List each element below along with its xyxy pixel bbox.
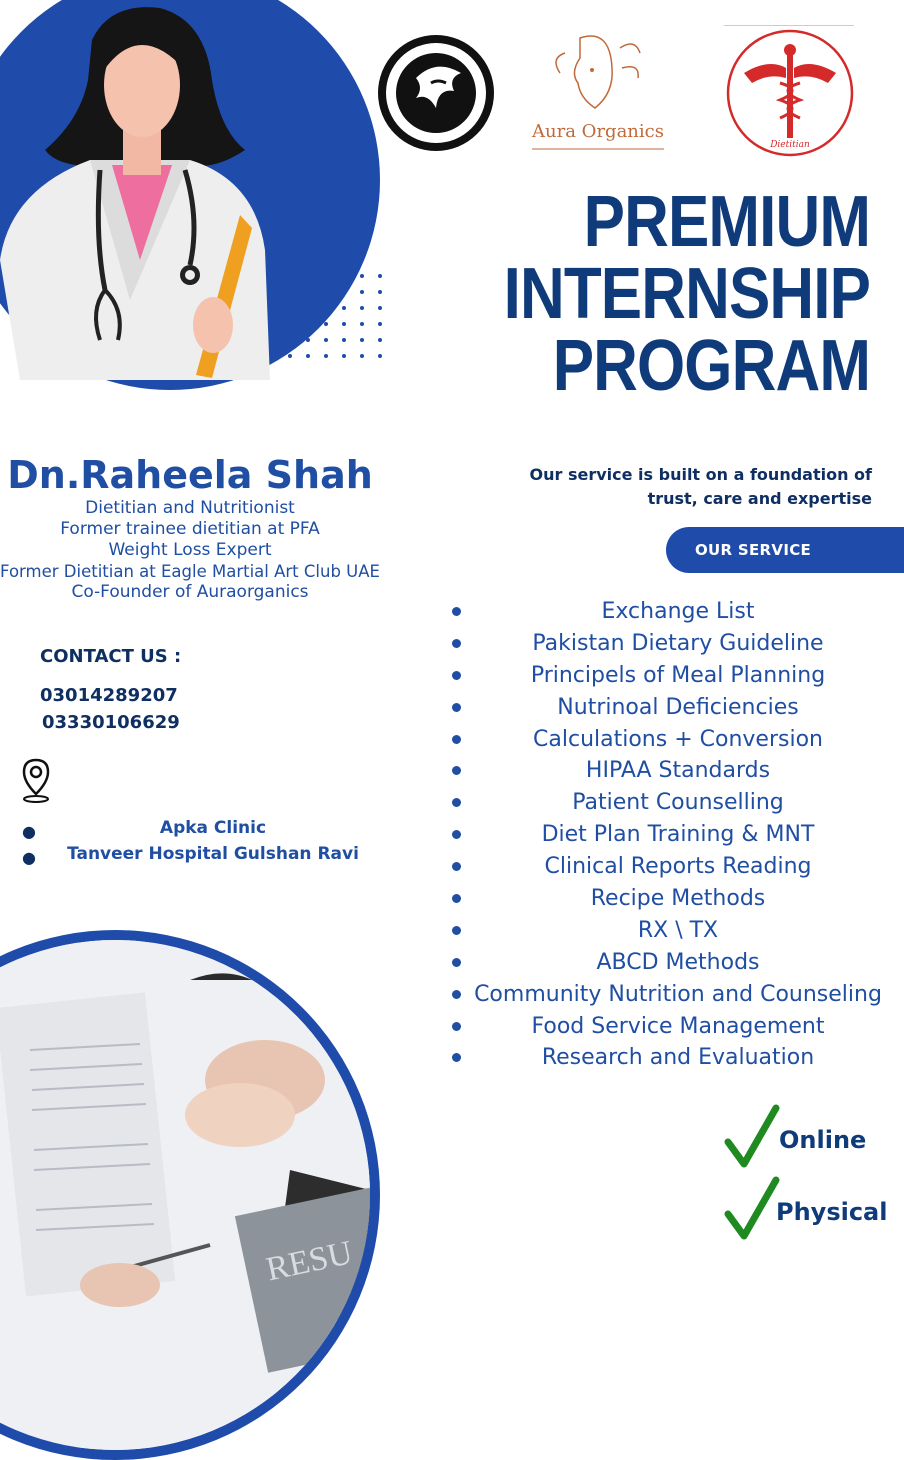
bullet-icon: ●: [22, 822, 36, 841]
divider: [724, 25, 854, 26]
service-item: [450, 1012, 904, 1044]
doctor-profile: [0, 452, 380, 603]
service-item: [450, 693, 904, 725]
svg-text:RESU: RESU: [262, 1234, 356, 1289]
service-item: [450, 852, 904, 884]
service-label: Nutrinoal Deficiencies: [557, 694, 799, 720]
mode-online: Online: [779, 1126, 867, 1154]
our-service-button[interactable]: [666, 527, 904, 573]
location-list: [18, 818, 378, 870]
service-item: [450, 948, 904, 980]
contact-heading: CONTACT US :: [40, 646, 182, 667]
tagline-line: trust, care and expertise: [647, 489, 872, 508]
credential: Weight Loss Expert: [108, 540, 272, 560]
location-pin-icon: [20, 756, 52, 804]
credential: Former Dietitian at Eagle Martial Art Club UAE: [0, 562, 380, 581]
checkmark-icon: [724, 1176, 780, 1240]
doctor-name: Dn.Raheela Shah: [7, 453, 373, 497]
location-label: Tanveer Hospital Gulshan Ravi: [67, 844, 359, 864]
service-label: RX \ TX: [637, 917, 719, 943]
bullet-icon: ●: [22, 848, 36, 867]
eagle-martial-arts-logo: [376, 33, 496, 153]
credential: Dietitian and Nutritionist: [85, 498, 295, 518]
phone-number[interactable]: 03014289207: [40, 685, 178, 706]
service-label: Diet Plan Training & MNT: [541, 822, 815, 848]
program-title: [503, 182, 870, 406]
title-line-1: PREMIUM: [583, 182, 870, 262]
location-item: [18, 818, 378, 844]
service-label: Pakistan Dietary Guideline: [532, 630, 824, 656]
service-label: Recipe Methods: [590, 886, 766, 912]
our-service-label: OUR SERVICE: [695, 541, 812, 559]
service-item: [450, 1043, 904, 1075]
service-item: [450, 597, 904, 629]
service-label: Research and Evaluation: [541, 1045, 815, 1071]
service-label: ABCD Methods: [596, 949, 760, 975]
credential: Former trainee dietitian at PFA: [60, 519, 320, 539]
service-item: [450, 756, 904, 788]
service-label: Food Service Management: [531, 1013, 825, 1039]
mode-physical: Physical: [776, 1198, 888, 1226]
tagline-line: Our service is built on a foundation of: [529, 465, 872, 484]
service-item: [450, 629, 904, 661]
phone-number[interactable]: 03330106629: [42, 712, 180, 733]
credential: Co-Founder of Auraorganics: [71, 582, 309, 602]
service-label: Exchange List: [601, 599, 755, 624]
aura-tagline-line: [532, 148, 664, 150]
tagline: [530, 463, 873, 511]
service-item: [450, 661, 904, 693]
service-item: [450, 884, 904, 916]
location-item: [18, 844, 378, 870]
doctor-illustration: [0, 0, 300, 380]
service-label: Patient Counselling: [572, 790, 784, 816]
service-item: [450, 916, 904, 948]
service-item: [450, 788, 904, 820]
checkmark-icon: [724, 1104, 780, 1168]
service-list: [450, 597, 904, 1075]
title-line-2: INTERNSHIP: [503, 254, 870, 334]
dietitian-caduceus-logo: [724, 28, 856, 158]
service-label: Principels of Meal Planning: [530, 662, 826, 688]
consultation-photo: [0, 940, 370, 1450]
location-label: Apka Clinic: [159, 818, 267, 838]
title-line-3: PROGRAM: [552, 326, 870, 406]
service-label: Community Nutrition and Counseling: [474, 981, 882, 1007]
consultation-photo-frame: [0, 930, 380, 1460]
dietitian-caption: Dietitian: [770, 140, 810, 150]
service-item: [450, 725, 904, 757]
aura-organics-name: Aura Organics: [532, 121, 664, 142]
aura-organics-face-icon: [540, 28, 650, 116]
service-label: Calculations + Conversion: [533, 726, 823, 752]
service-item: [450, 820, 904, 852]
service-label: Clinical Reports Reading: [544, 854, 812, 880]
service-label: HIPAA Standards: [585, 758, 771, 784]
service-item: [450, 980, 904, 1012]
